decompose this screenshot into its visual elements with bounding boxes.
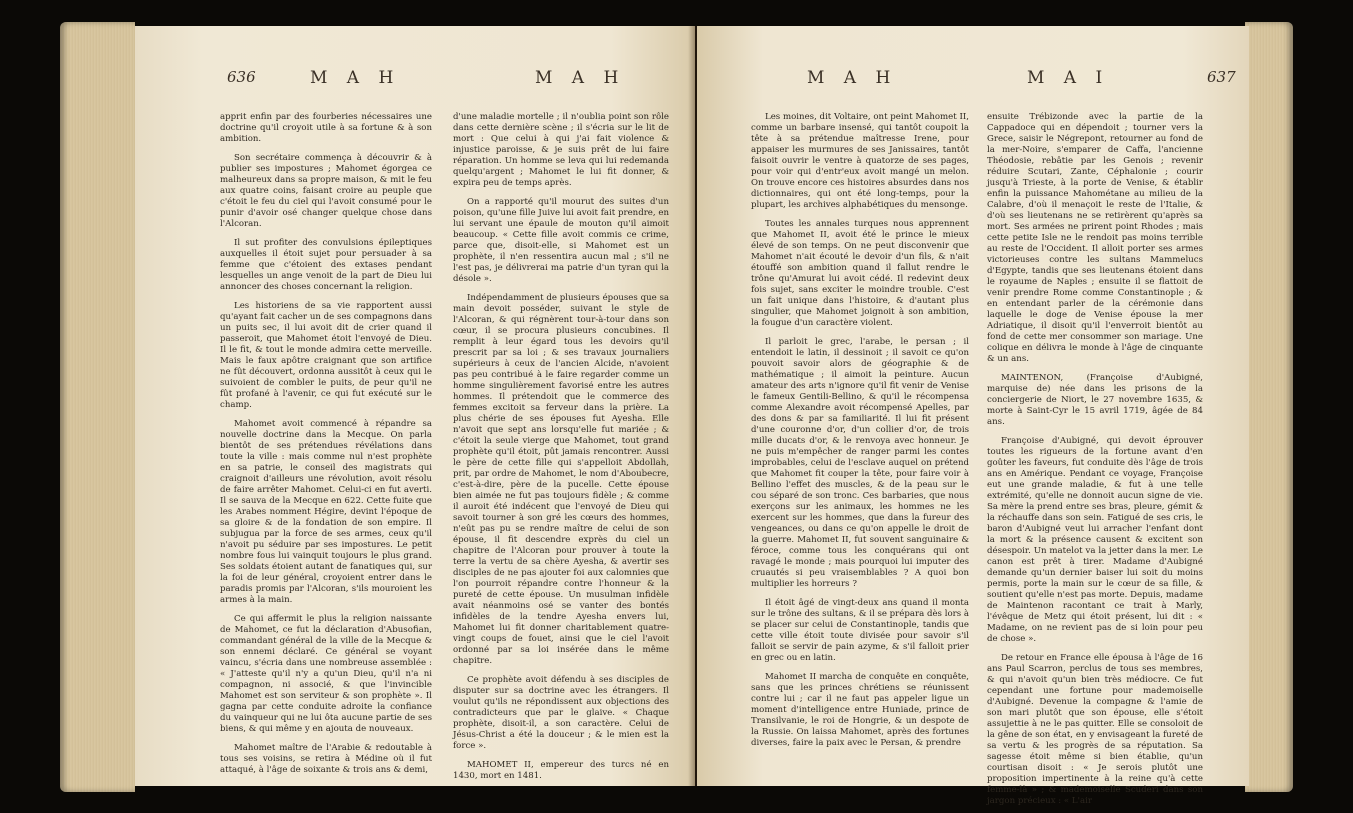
paragraph: Les historiens de sa vie rapportent aussi qu'ayant fait cacher un de ses compagnons dans un puits sec, il lui avoit dit de crier quand il passeroit, que Mahomet étoit l'envoyé de Dieu. Il le fit, & tout le monde admira cette merveille. Mais le faux apôtre craignant que son artifice ne fût découvert, ordonna aussitôt à ceux qui le suivoient de combler le puits, de peur qu'il ne fût profané à l'avenir, ce qui fut exécuté sur le champ. (220, 301, 432, 410)
right-page-column-1 (751, 112, 969, 762)
right-page (697, 26, 1249, 806)
left-page (135, 26, 695, 786)
page-block-left-edge (60, 22, 135, 792)
paragraph: Indépendamment de plusieurs épouses que sa main devoit posséder, suivant le style de l'Alcoran, & qui régnèrent tour-à-tour dans son cœur, il se procura plusieurs concubines. Il remplit à leur égard tous les devoirs qu'il prescrit par sa loi ; & ses travaux journaliers supérieurs à ceux de l'ancien Alcide, n'avoient pas peu contribué à le faire regarder comme un homme singulièrement favorisé entre les autres hommes. Il prétendoit que le commerce des femmes excitoit sa ferveur dans la prière. La plus chérie de ses épouses fut Ayesha. Elle n'avoit que sept ans lorsqu'elle fut mariée ; & c'étoit la seule vierge que Mahomet, tout grand prophète qu'il étoit, pût jamais rencontrer. Aussi le père de cette fille qui s'appelloit Abdollah, prit, par ordre de Mahomet, le nom d'Aboubecre, c'est-à-dire, père de la pucelle. Cette épouse bien aimée ne fut pas toujours fidèle ; & comme il auroit été indécent que l'envoyé de Dieu qui savoit tourner à son gré les cœurs des hommes, n'eût pas pu se rendre maître de celui de son épouse, il fit descendre exprès du ciel un chapitre de l'Alcoran pour prouver à toute la terre la vertu de sa chère Ayesha, & avertir ses disciples de ne pas ajouter foi aux calomnies que l'on pourroit répandre contre l'honneur & la pureté de cette épouse. Un musulman infidèle avait néanmoins osé se vanter des bontés infidèles de la tendre Ayesha envers lui, Mahomet lui fit donner charitablement quatre-vingt coups de fouet, ainsi que le ciel l'avoit ordonné par sa loi insérée dans le même chapitre. (453, 293, 669, 666)
entry-heading: MAINTENON, (Françoise d'Aubigné, marquise de) née dans les prisons de la conciergerie de Niort, le 27 novembre 1635, & morte à Saint-Cyr le 15 avril 1719, âgée de 84 ans. (987, 373, 1203, 427)
paragraph: De retour en France elle épousa à l'âge de 16 ans Paul Scarron, perclus de tous ses membres, & qui n'avoit qu'un bien très médiocre. Ce fut cependant une fortune pour mademoiselle d'Aubigné. Devenue la compagne & l'amie de son mari plutôt que son épouse, elle s'étoit assujettie à ne le pas quitter. Elle se consoloit de la gêne de son état, en y envisageant la fureté de sa vertu & les progrès de sa réputation. Sa sagesse étoit même si bien établie, qu'un courtisan disoit : « Je serois plutôt une proposition impertinente à la reine qu'à cette femme-là » ; & mademoiselle Scuderi dans son jargon précieux : « L'air (987, 653, 1203, 806)
paragraph: Il étoit âgé de vingt-deux ans quand il monta sur le trône des sultans, & il se prépara dès lors à se placer sur celui de Constantinople, tandis que cette ville étoit toute divisée pour savoir s'il falloit se servir de pain azyme, & s'il falloit prier en grec ou en latin. (751, 598, 969, 663)
left-page-column-2 (453, 112, 669, 781)
paragraph: apprit enfin par des fourberies nécessaires une doctrine qu'il croyoit utile à sa fortune & à son ambition. (220, 112, 432, 144)
paragraph: ensuite Trébizonde avec la partie de la Cappadoce qui en dépendoit ; tourner vers la Grece, saisir le Négrepont, retourner au fond de la mer-Noire, s'emparer de Caffa, l'ancienne Théodosie, rebâtie par les Genois ; revenir réduire Scutari, Zante, Céphalonie ; courir jusqu'à Trieste, à la porte de Venise, & établir enfin la puissance Mahométane au milieu de la Calabre, d'où il menaçoit le reste de l'Italie, & d'où ses lieutenans ne se retirèrent qu'après sa mort. Ses armées ne prirent point Rhodes ; mais cette petite Isle ne le rendoit pas moins terrible au reste de l'Occident. Il alloit porter ses armes victorieuses contre les sultans Mammelucs d'Egypte, tandis que ses lieutenans étoient dans le royaume de Naples ; ensuite il se flattoit de venir prendre Rome comme Constantinople ; & en entendant parler de la cérémonie dans laquelle le doge de Venise épouse la mer Adriatique, il disoit qu'il l'enverroit bientôt au fond de cette mer consommer son mariage. Une colique en délivra le monde à l'âge de cinquante & un ans. (987, 112, 1203, 364)
paragraph: d'une maladie mortelle ; il n'oublia point son rôle dans cette dernière scène ; il s'écria sur le lit de mort : Que celui à qui j'ai fait violence & injustice paroisse, & je suis prêt de lui faire réparation. Un homme se leva qui lui redemanda quelqu'argent ; Mahomet le lui fit donner, & expira peu de temps après. (453, 112, 669, 188)
right-page-column-2 (987, 112, 1203, 806)
paragraph: Mahomet maître de l'Arabie & redoutable à tous ses voisins, se retira à Médine où il fut attaqué, à l'âge de soixante & trois ans & demi, (220, 743, 432, 775)
paragraph: Toutes les annales turques nous apprennent que Mahomet II, avoit été le prince le mieux élevé de son temps. On ne peut disconvenir que Mahomet n'ait écouté le devoir d'un fils, & n'ait étouffé son ambition quand il fallut rendre le trône qu'Amurat lui avoit cédé. Il redevint deux fois sujet, sans exciter le moindre trouble. C'est un fait unique dans l'histoire, & d'autant plus singulier, que Mahomet joignoit à son ambition, la fougue d'un caractère violent. (751, 219, 969, 328)
running-head-left-1: M A H (310, 68, 401, 88)
paragraph: Il sut profiter des convulsions épileptiques auxquelles il étoit sujet pour persuader à sa femme que c'étoient des extases pendant lesquelles un ange venoit de la part de Dieu lui annoncer des choses concernant la religion. (220, 238, 432, 292)
paragraph: Ce prophète avoit défendu à ses disciples de disputer sur sa doctrine avec les étrangers. Il voulut qu'ils ne répondissent aux objections des contradicteurs que par le glaive. « Chaque prophète, disoit-il, a son caractère. Celui de Jésus-Christ a été la douceur ; & le mien est la force ». (453, 675, 669, 751)
paragraph: Son secrétaire commença à découvrir & à publier ses impostures ; Mahomet égorgea ce malheureux dans sa propre maison, & mit le feu aux quatre coins, faisant croire au peuple que c'étoit le feu du ciel qui l'avoit consumé pour le punir d'avoir osé changer quelque chose dans l'Alcoran. (220, 153, 432, 229)
running-head-left-2: M A H (535, 68, 626, 88)
paragraph: Ce qui affermit le plus la religion naissante de Mahomet, ce fut la déclaration d'Abusofian, commandant général de la ville de la Mecque & son ennemi déclaré. Ce général se voyant vaincu, s'écria dans une nombreuse assemblée : « J'atteste qu'il n'y a qu'un Dieu, qu'il n'a ni compagnon, ni associé, & que l'invincible Mahomet est son serviteur & son prophète ». Il gagna par cette conduite adroite la confiance du vainqueur qui ne lui ôta aucune partie de ses biens, & qui même y en ajouta de nouveaux. (220, 614, 432, 734)
entry-heading: MAHOMET II, empereur des turcs né en 1430, mort en 1481. (453, 760, 669, 781)
left-page-column-1 (220, 112, 432, 775)
paragraph: Les moines, dit Voltaire, ont peint Mahomet II, comme un barbare insensé, qui tantôt coupoit la tête à sa prétendue maîtresse Irene, pour appaiser les murmures de ses Janissaires, tantôt faisoit ouvrir le ventre à quatorze de ses pages, pour voir qui d'entr'eux avoit mangé un melon. On trouve encore ces histoires absurdes dans nos dictionnaires, qui ont été long-temps, pour la plupart, les archives alphabétiques du mensonge. (751, 112, 969, 210)
paragraph: Mahomet avoit commencé à répandre sa nouvelle doctrine dans la Mecque. On parla bientôt de ses prétendues révélations dans toute la ville : mais comme nul n'est prophète en sa patrie, le conseil des magistrats qui craignoit d'ailleurs une révolution, avoit résolu de faire arrêter Mahomet. Celui-ci en fut averti. Il se sauva de la Mecque en 622. Cette fuite que les Arabes nomment Hégire, devint l'époque de sa gloire & de la fondation de son empire. Il subjugua par la force de ses armes, ceux qu'il n'avoit pu séduire par ses impostures. Le petit nombre fous lui vainquit toujours le plus grand. Ses soldats étoient autant de fanatiques qui, sur la foi de leur général, croyoient entrer dans le paradis promis par l'Alcoran, s'ils mouroient les armes à la main. (220, 419, 432, 605)
page-number-left: 636 (227, 68, 256, 86)
running-head-right-1: M A H (807, 68, 898, 88)
page-number-right: 637 (1207, 68, 1236, 86)
paragraph: Françoise d'Aubigné, qui devoit éprouver toutes les rigueurs de la fortune avant d'en goûter les faveurs, fut conduite dès l'âge de trois ans en Amérique. Pendant ce voyage, Françoise eut une grande maladie, & fut à une telle extrémité, qu'elle ne donnoit aucun signe de vie. Sa mère la prend entre ses bras, pleure, gémit & la réchauffe dans son sein. Fatigué de ses cris, le baron d'Aubigné veut lui arracher l'enfant dont la mort & la présence causent & excitent son désespoir. Un matelot va la jetter dans la mer. Le canon est prêt à tirer. Madame d'Aubigné demande qu'un dernier baiser lui soit du moins permis, porte la main sur le cœur de sa fille, & soutient qu'elle n'est pas morte. Depuis, madame de Maintenon racontant ce trait à Marly, l'évêque de Metz qui étoit présent, lui dit : « Madame, on ne revient pas de si loin pour peu de chose ». (987, 436, 1203, 644)
page-block-right-edge (1245, 22, 1293, 792)
paragraph: On a rapporté qu'il mourut des suites d'un poison, qu'une fille Juive lui avoit fait prendre, en lui servant une épaule de mouton qu'il aimoit beaucoup. « Cette fille avoit commis ce crime, parce que, disoit-elle, si Mahomet est un prophète, il n'en ressentira aucun mal ; s'il ne l'est pas, je délivrerai ma patrie d'un tyran qui la désole ». (453, 197, 669, 284)
paragraph: Mahomet II marcha de conquête en conquête, sans que les princes chrétiens se réunissent contre lui ; car il ne faut pas appeler ligue un moment d'intelligence entre Huniade, prince de Transilvanie, le roi de Hongrie, & un despote de la Russie. On laissa Mahomet, après des fortunes diverses, faire la paix avec le Persan, & prendre (751, 672, 969, 748)
running-head-right-2: M A I (1027, 68, 1110, 88)
paragraph: Il parloit le grec, l'arabe, le persan ; il entendoit le latin, il dessinoit ; il savoit ce qu'on pouvoit savoir alors de géographie & de mathématique ; il aimoit la peinture. Aucun amateur des arts n'ignore qu'il fit venir de Venise le fameux Gentili-Bellino, & qu'il le récompensa comme Alexandre avoit récompensé Apelles, par des dons & par sa familiarité. Il lui fit présent d'une couronne d'or, d'un collier d'or, de trois mille ducats d'or, & le renvoya avec honneur. Je ne puis m'empêcher de ranger parmi les contes improbables, celui de l'esclave auquel on prétend que Mahomet fit couper la tête, pour faire voir à Bellino l'effet des muscles, & de la peau sur le cou séparé de son tronc. Ces barbaries, que nous exerçons sur les animaux, les hommes ne les exercent sur les hommes, que dans la fureur des vengeances, ou dans ce qu'on appelle le droit de la guerre. Mahomet II, fut souvent sanguinaire & féroce, comme tous les conquérans qui ont ravagé le monde ; mais pourquoi lui imputer des cruautés si peu vraisemblables ? A quoi bon multiplier les horreurs ? (751, 337, 969, 589)
